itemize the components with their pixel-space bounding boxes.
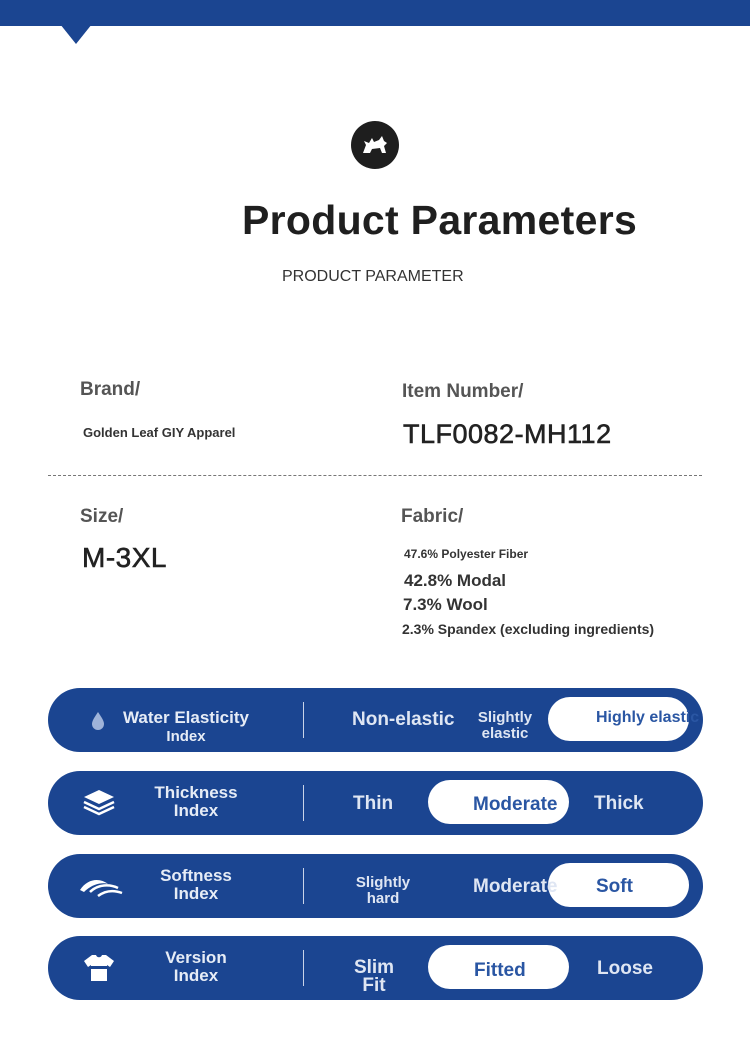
banner-notch (60, 24, 92, 44)
index-name: Thickness Index (154, 783, 238, 820)
option-moderate[interactable]: Moderate (473, 794, 558, 815)
size-value: M-3XL (82, 542, 167, 573)
fabric-line: 2.3% Spandex (excluding ingredients) (402, 621, 655, 637)
separator (303, 785, 304, 821)
index-bar-softness (48, 854, 703, 918)
option-moderate[interactable]: Moderate (473, 876, 558, 897)
item-number-value: TLF0082-MH112 (403, 419, 612, 449)
index-bar-thickness (48, 771, 703, 835)
separator (303, 950, 304, 986)
fabric-label: Fabric/ (401, 506, 464, 527)
index-bar-version (48, 936, 703, 1000)
separator (303, 702, 304, 738)
page-title: Product Parameters (242, 197, 638, 243)
index-name: Version Index (165, 948, 227, 985)
fabric-line: 42.8% Modal (404, 571, 507, 590)
size-label: Size/ (80, 506, 124, 527)
fabric-line: 7.3% Wool (403, 595, 488, 614)
layers-icon (82, 787, 116, 819)
option-slim-fit[interactable]: Slim Fit (353, 957, 395, 996)
brand-logo-icon (351, 121, 399, 169)
tshirt-icon (82, 952, 116, 984)
index-name: Softness Index (160, 866, 232, 903)
option-non-elastic[interactable]: Non-elastic (352, 709, 455, 730)
brand-value: Golden Leaf GIY Apparel (83, 425, 236, 440)
option-soft[interactable]: Soft (596, 876, 633, 897)
option-thick[interactable]: Thick (594, 793, 644, 814)
item-number-label: Item Number/ (402, 381, 524, 402)
separator (303, 868, 304, 904)
dashed-divider (48, 475, 702, 476)
page-subtitle: PRODUCT PARAMETER (282, 268, 464, 285)
fabric-line: 47.6% Polyester Fiber (404, 547, 529, 561)
brand-label: Brand/ (80, 379, 141, 400)
top-banner (0, 0, 750, 26)
option-thin[interactable]: Thin (353, 793, 394, 814)
option-slightly-hard[interactable]: Slightly hard (355, 874, 411, 907)
option-loose[interactable]: Loose (597, 958, 653, 979)
feather-icon (78, 870, 124, 902)
option-fitted[interactable]: Fitted (474, 960, 526, 981)
index-name: Water Elasticity Index (123, 708, 249, 745)
option-highly-elastic[interactable]: Highly elastic (596, 709, 700, 726)
option-slightly-elastic[interactable]: Slightly elastic (477, 709, 533, 742)
index-bar-water-elasticity (48, 688, 703, 752)
